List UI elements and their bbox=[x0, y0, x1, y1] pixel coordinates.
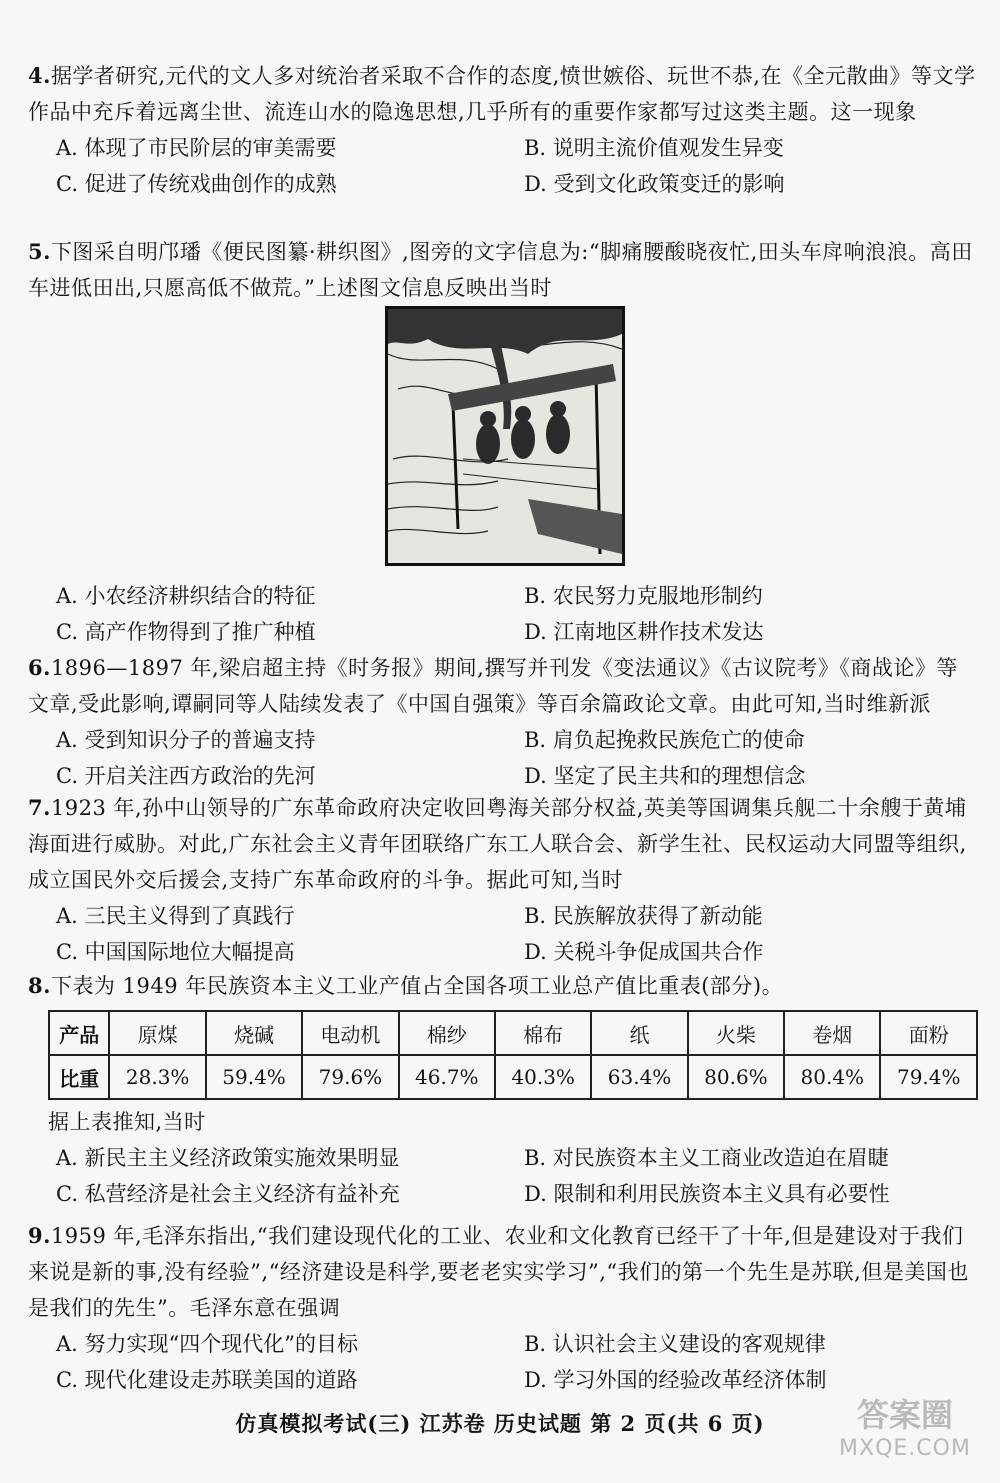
option-a[interactable]: A. 努力实现“四个现代化”的目标 bbox=[56, 1332, 358, 1356]
option-c[interactable]: C. 促进了传统戏曲创作的成熟 bbox=[56, 172, 337, 196]
question-text: 1923 年,孙中山领导的广东革命政府决定收回粤海关部分权益,英美等国调集兵舰二十余艘于黄埔海面进行威胁。对此,广东社会主义青年团联络广东工人联合会、新学生社、民权运动大同盟等组织,成立国民外交后援会,支持广东革命政府的斗争。据此可知,当时 bbox=[28, 796, 967, 892]
question-4-stem bbox=[28, 58, 978, 130]
question-5-options bbox=[28, 578, 978, 650]
table-cell: 40.3% bbox=[495, 1055, 591, 1099]
table-cell: 卷烟 bbox=[784, 1011, 880, 1055]
option-c[interactable]: C. 中国国际地位大幅提高 bbox=[56, 940, 295, 964]
table-cell: 80.4% bbox=[784, 1055, 880, 1099]
table-cell: 棉纱 bbox=[399, 1011, 495, 1055]
table-cell: 原煤 bbox=[109, 1011, 205, 1055]
options bbox=[56, 1140, 978, 1212]
option-a[interactable]: A. 受到知识分子的普遍支持 bbox=[56, 728, 316, 752]
question-6-stem bbox=[28, 650, 978, 722]
watermark-top: 答案圈 bbox=[856, 1396, 953, 1434]
question-text: 1959 年,毛泽东指出,“我们建设现代化的工业、农业和文化教育已经干了十年,但是建设对于我们来说是新的事,没有经验”,“经济建设是科学,要老老实实学习”,“我们的第一个先生是苏联,但是美国也是我们的先生”。毛泽东意在强调 bbox=[28, 1224, 969, 1320]
question-number: 8. bbox=[28, 973, 51, 998]
question-number: 6. bbox=[28, 655, 51, 680]
table-cell: 79.4% bbox=[880, 1055, 977, 1099]
question-8-followup: 据上表推知,当时 bbox=[48, 1110, 206, 1134]
options bbox=[56, 578, 978, 650]
table-cell: 电动机 bbox=[302, 1011, 398, 1055]
option-b[interactable]: B. 认识社会主义建设的客观规律 bbox=[524, 1332, 826, 1356]
option-b[interactable]: B. 民族解放获得了新动能 bbox=[524, 904, 763, 928]
table-cell: 纸 bbox=[591, 1011, 687, 1055]
option-c[interactable]: C. 私营经济是社会主义经济有益补充 bbox=[56, 1182, 400, 1206]
question-9-stem bbox=[28, 1218, 978, 1326]
question-7 bbox=[28, 790, 978, 970]
options bbox=[56, 898, 978, 970]
options bbox=[56, 722, 978, 794]
farming-woodcut-illustration bbox=[385, 306, 625, 566]
page-footer: 仿真模拟考试(三) 江苏卷 历史试题 第 2 页(共 6 页) bbox=[235, 1411, 765, 1436]
question-number: 4. bbox=[28, 63, 51, 88]
option-c[interactable]: C. 现代化建设走苏联美国的道路 bbox=[56, 1368, 358, 1392]
option-a[interactable]: A. 小农经济耕织结合的特征 bbox=[56, 584, 316, 608]
question-4 bbox=[28, 58, 978, 202]
table-header-cell: 产品 bbox=[49, 1011, 109, 1055]
option-c[interactable]: C. 开启关注西方政治的先河 bbox=[56, 764, 316, 788]
question-7-stem bbox=[28, 790, 978, 898]
question-5 bbox=[28, 234, 978, 306]
question-6 bbox=[28, 650, 978, 794]
table-cell: 59.4% bbox=[206, 1055, 302, 1099]
question-number: 5. bbox=[28, 239, 51, 264]
table-cell: 80.6% bbox=[688, 1055, 784, 1099]
table-row-shares bbox=[49, 1055, 977, 1099]
option-a[interactable]: A. 体现了市民阶层的审美需要 bbox=[56, 136, 337, 160]
table-cell: 28.3% bbox=[109, 1055, 205, 1099]
question-9 bbox=[28, 1218, 978, 1398]
table-cell: 烧碱 bbox=[206, 1011, 302, 1055]
option-c[interactable]: C. 高产作物得到了推广种植 bbox=[56, 620, 316, 644]
option-d[interactable]: D. 限制和利用民族资本主义具有必要性 bbox=[524, 1182, 890, 1206]
table-row-products bbox=[49, 1011, 977, 1055]
option-b[interactable]: B. 肩负起挽救民族危亡的使命 bbox=[524, 728, 805, 752]
question-text: 据学者研究,元代的文人多对统治者采取不合作的态度,愤世嫉俗、玩世不恭,在《全元散曲》等文学作品中充斥着远离尘世、流连山水的隐逸思想,几乎所有的重要作家都写过这类主题。这一现象 bbox=[28, 64, 976, 124]
option-b[interactable]: B. 农民努力克服地形制约 bbox=[524, 584, 763, 608]
option-b[interactable]: B. 说明主流价值观发生异变 bbox=[524, 136, 784, 160]
option-d[interactable]: D. 关税斗争促成国共合作 bbox=[524, 940, 764, 964]
option-d[interactable]: D. 坚定了民主共和的理想信念 bbox=[524, 764, 806, 788]
option-a[interactable]: A. 三民主义得到了真践行 bbox=[56, 904, 295, 928]
question-5-stem bbox=[28, 234, 978, 306]
watermark-logo bbox=[830, 1395, 980, 1475]
question-text: 下表为 1949 年民族资本主义工业产值占全国各项工业总产值比重表(部分)。 bbox=[50, 974, 784, 998]
table-cell: 79.6% bbox=[302, 1055, 398, 1099]
table-cell: 面粉 bbox=[880, 1011, 977, 1055]
option-b[interactable]: B. 对民族资本主义工商业改造迫在眉睫 bbox=[524, 1146, 889, 1170]
question-text: 下图采自明邝璠《便民图纂·耕织图》,图旁的文字信息为:“脚痛腰酸晓夜忙,田头车戽响浪浪。高田车进低田出,只愿高低不做荒。”上述图文信息反映出当时 bbox=[28, 240, 973, 300]
table-cell: 火柴 bbox=[688, 1011, 784, 1055]
option-d[interactable]: D. 受到文化政策变迁的影响 bbox=[524, 172, 785, 196]
option-d[interactable]: D. 江南地区耕作技术发达 bbox=[524, 620, 764, 644]
question-number: 7. bbox=[28, 795, 51, 820]
table-cell: 棉布 bbox=[495, 1011, 591, 1055]
question-8-stem bbox=[28, 968, 978, 1004]
table-header-cell: 比重 bbox=[49, 1055, 109, 1099]
question-number: 9. bbox=[28, 1223, 51, 1248]
industry-share-table bbox=[48, 1010, 978, 1100]
watermark-bottom: MXQE.COM bbox=[839, 1436, 971, 1461]
table-cell: 46.7% bbox=[399, 1055, 495, 1099]
question-text: 1896—1897 年,梁启超主持《时务报》期间,撰写并刊发《变法通议》《古议院考》《商战论》等文章,受此影响,谭嗣同等人陆续发表了《中国自强策》等百余篇政论文章。由此可知,当时维新派 bbox=[28, 656, 958, 716]
option-d[interactable]: D. 学习外国的经验改革经济体制 bbox=[524, 1368, 827, 1392]
woodcut-svg bbox=[388, 309, 622, 563]
options bbox=[56, 130, 978, 202]
option-a[interactable]: A. 新民主主义经济政策实施效果明显 bbox=[56, 1146, 400, 1170]
options bbox=[56, 1326, 978, 1398]
table-cell: 63.4% bbox=[591, 1055, 687, 1099]
question-8 bbox=[28, 968, 978, 1212]
